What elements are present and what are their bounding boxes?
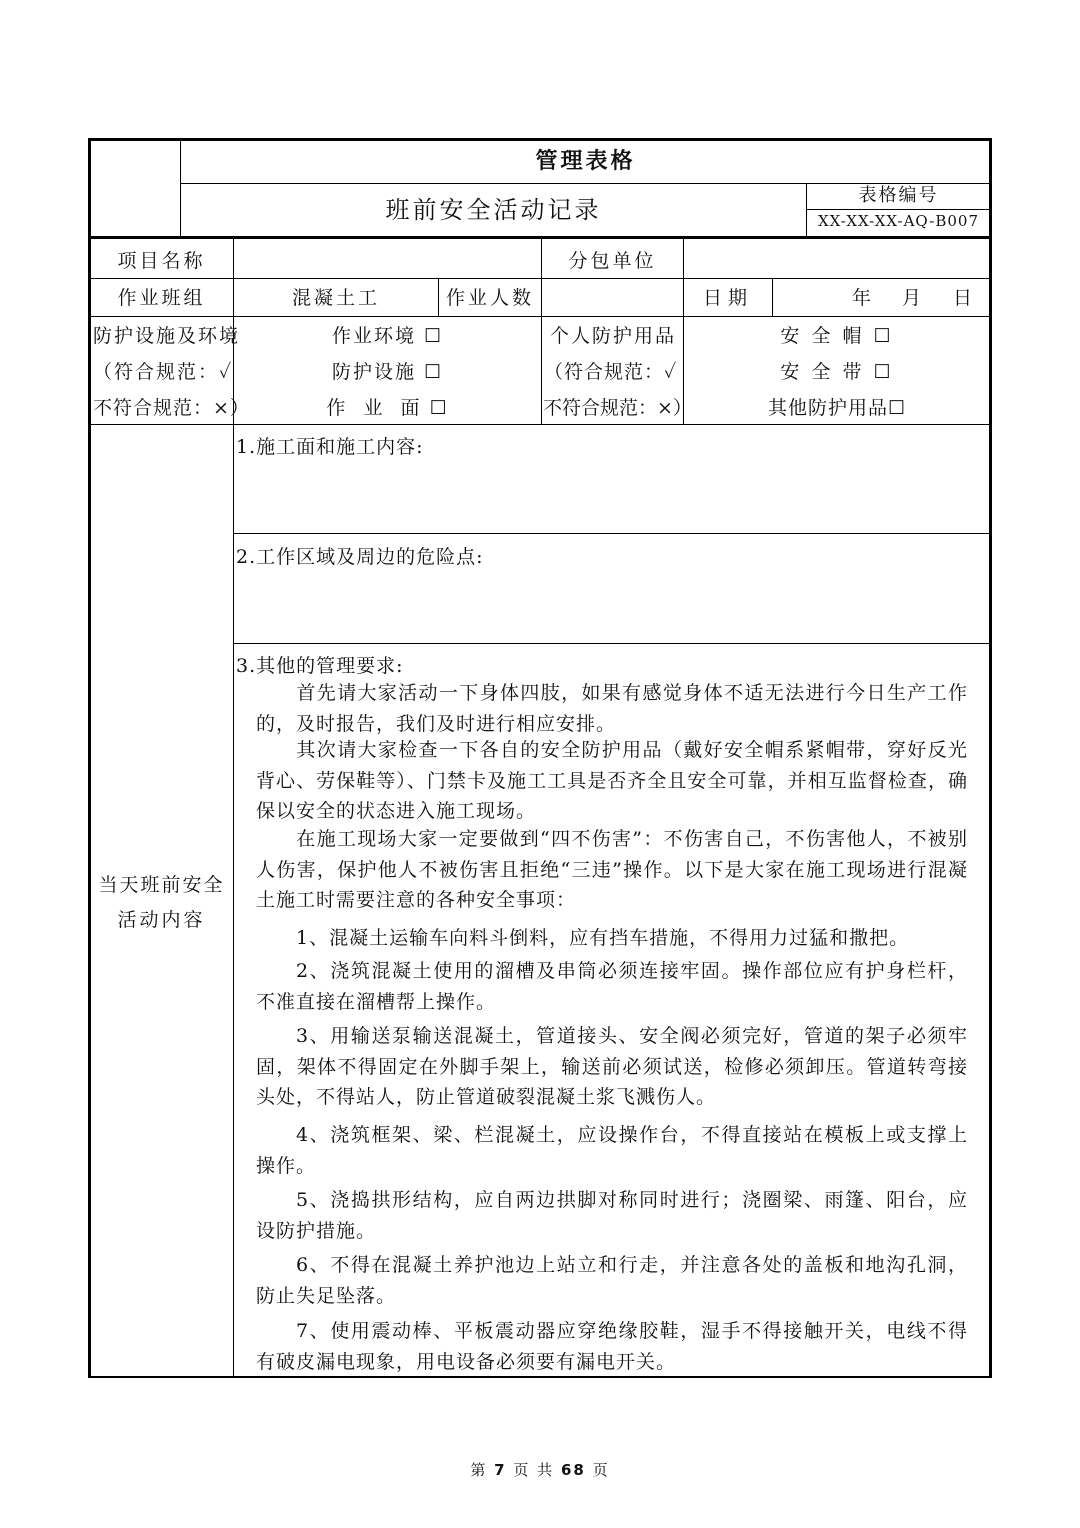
page-footer — [0, 1459, 1080, 1480]
header-bottom-divider — [88, 236, 992, 239]
protection-label-line3: 不符合规范：×） — [93, 397, 250, 419]
subcontractor-label: 分包单位 — [568, 250, 657, 272]
protective-facilities-check[interactable]: 防护设施 ☐ — [331, 361, 444, 383]
workers-count-label: 作业人数 — [445, 287, 534, 309]
section3-title: 3.其他的管理要求: — [236, 655, 404, 677]
safety-belt-check[interactable]: 安 全 带 ☐ — [780, 361, 894, 383]
row3-bottom-line — [90, 424, 990, 425]
work-environment-check[interactable]: 作业环境 ☐ — [331, 325, 444, 347]
paragraph-ppe-check: 其次请大家检查一下各自的安全防护用品（戴好安全帽系紧帽带，穿好反光背心、劳保鞋等）、门禁卡及施工工具是否齐全且安全可靠，并相互监督检查，确保以安全的状态进入施工现场。 — [256, 739, 968, 822]
footer-total-pages: 68 — [560, 1461, 586, 1479]
protection-label-line1: 防护设施及环境 — [93, 325, 241, 347]
activity-side-label-line1: 当天班前安全 — [98, 874, 225, 896]
rule-item-1: 1、混凝土运输车向料斗倒料，应有挡车措施，不得用力过猛和撒把。 — [296, 927, 910, 949]
date-day[interactable]: 日 — [953, 287, 974, 309]
rule-item-4: 4、浇筑框架、梁、栏混凝土，应设操作台，不得直接站在模板上或支撑上操作。 — [256, 1124, 968, 1177]
section1-title: 1.施工面和施工内容: — [236, 436, 424, 458]
ppe-label-line2: （符合规范：✓ — [544, 361, 678, 383]
form-code-label: 表格编号 — [858, 185, 939, 206]
project-name-label: 项目名称 — [117, 250, 206, 272]
header-title-divider — [181, 183, 990, 184]
ppe-label-line1: 个人防护用品 — [549, 325, 676, 347]
work-team-value[interactable]: 混凝土工 — [291, 287, 380, 309]
work-team-label: 作业班组 — [117, 287, 206, 309]
rule-item-3: 3、用输送泵输送混凝土，管道接头、安全阀必须完好，管道的架子必须牢固，架体不得固定在外脚手架上，输送前必须试送，检修必须卸压。管道转弯接头处，不得站人，防止管道破裂混凝土浆飞溅伤人。 — [256, 1025, 968, 1108]
protection-label-line2: （符合规范：✓ — [93, 361, 234, 383]
paragraph-four-no-harm: 在施工现场大家一定要做到“四不伤害”：不伤害自己，不伤害他人，不被别人伤害，保护他人不被伤害且拒绝“三违”操作。以下是大家在施工现场进行混凝土施工时需要注意的各种安全事项： — [256, 828, 968, 911]
header-code-inner-divider — [807, 209, 990, 210]
row1-bottom-line — [90, 278, 990, 279]
form-code-value: XX-XX-XX-AQ-B007 — [817, 212, 979, 230]
rule-item-6: 6、不得在混凝土养护池边上站立和行走，并注意各处的盖板和地沟孔洞，防止失足坠落。 — [256, 1254, 968, 1307]
date-label: 日期 — [702, 287, 753, 309]
footer-middle: 页 共 — [513, 1461, 555, 1479]
safety-helmet-check[interactable]: 安 全 帽 ☐ — [780, 325, 894, 347]
footer-suffix: 页 — [592, 1461, 610, 1479]
rule-item-5: 5、浇捣拱形结构，应自两边拱脚对称同时进行；浇圈梁、雨篷、阳台，应设防护措施。 — [256, 1189, 968, 1242]
footer-page-number: 7 — [494, 1461, 507, 1479]
paragraph-body-check: 首先请大家活动一下身体四肢，如果有感觉身体不适无法进行今日生产工作的，及时报告，我们及时进行相应安排。 — [256, 682, 968, 735]
footer-prefix: 第 — [470, 1461, 488, 1479]
date-divider — [772, 279, 773, 316]
section2-bottom-line — [234, 643, 990, 644]
management-table-title: 管理表格 — [535, 149, 636, 174]
form-title: 班前安全活动记录 — [385, 196, 602, 224]
ppe-label-line3: 不符合规范：×） — [543, 397, 692, 419]
row2-bottom-line — [90, 316, 990, 317]
activity-side-label-line2: 活动内容 — [117, 909, 206, 931]
other-ppe-check[interactable]: 其他防护用品☐ — [767, 397, 907, 419]
date-month[interactable]: 月 — [902, 287, 923, 309]
rule-item-7: 7、使用震动棒、平板震动器应穿绝缘胶鞋，湿手不得接触开关，电线不得有破皮漏电现象，用电设备必须要有漏电开关。 — [256, 1320, 968, 1373]
rule-item-2: 2、浇筑混凝土使用的溜槽及串筒必须连接牢固。操作部位应有护身栏杆，不准直接在溜槽帮上操作。 — [256, 960, 968, 1013]
date-year[interactable]: 年 — [852, 287, 873, 309]
section1-bottom-line — [234, 533, 990, 534]
work-surface-check[interactable]: 作 业 面 ☐ — [326, 397, 449, 419]
section2-title: 2.工作区域及周边的危险点: — [236, 546, 484, 568]
